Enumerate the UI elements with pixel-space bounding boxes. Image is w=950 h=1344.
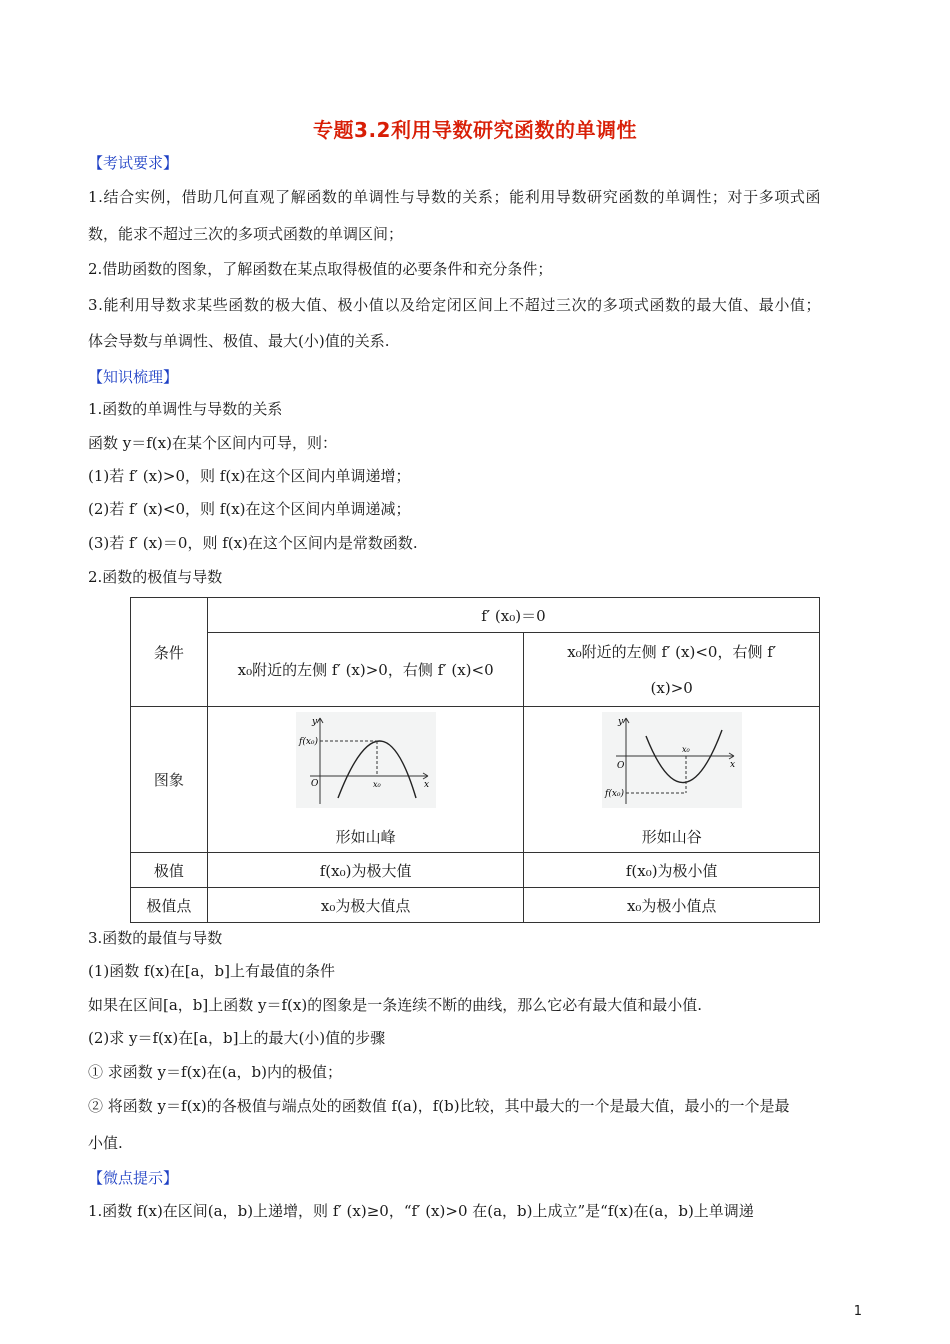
- text-line: (1)函数 f(x)在[a，b]上有最值的条件: [88, 962, 335, 980]
- row-label-graph: 图象: [131, 707, 208, 853]
- point-min: x₀为极小值点: [524, 888, 820, 923]
- label-o: O: [310, 779, 318, 789]
- graph-peak-cell: [207, 707, 524, 853]
- text-line: 2.函数的极值与导数: [88, 568, 223, 586]
- label-o: O: [616, 761, 625, 771]
- extreme-max: f(x₀)为极大值: [207, 853, 524, 888]
- text-line: ① 求函数 y＝f(x)在(a，b)内的极值；: [88, 1063, 342, 1081]
- caption-peak: 形如山峰: [335, 828, 396, 846]
- condition-min-line1: x₀附近的左侧 f′ (x)<0，右侧 f′: [567, 642, 777, 661]
- condition-max: x₀附近的左侧 f′ (x)>0，右侧 f′ (x)<0: [207, 633, 524, 707]
- text-line: 3.函数的最值与导数: [88, 929, 223, 947]
- text-line: (2)若 f′ (x)<0，则 f(x)在这个区间内单调递减；: [88, 500, 411, 518]
- row-label-point: 极值点: [131, 888, 208, 923]
- graph-peak: [296, 712, 436, 808]
- label-x0: x₀: [372, 780, 381, 789]
- row-label-extreme: 极值: [131, 853, 208, 888]
- text-line: 1.结合实例，借助几何直观了解函数的单调性与导数的关系；能利用导数研究函数的单调性；对于多项式函: [88, 188, 822, 206]
- condition-min-line2: (x)>0: [650, 678, 693, 697]
- graph-valley: [602, 712, 742, 808]
- text-line: 数，能求不超过三次的多项式函数的单调区间；: [88, 225, 404, 243]
- text-line: 如果在区间[a，b]上函数 y＝f(x)的图象是一条连续不断的曲线，那么它必有最大值和最小值.: [88, 996, 702, 1014]
- text-line: (2)求 y＝f(x)在[a，b]上的最大(小)值的步骤: [88, 1029, 386, 1047]
- text-line: 函数 y＝f(x)在某个区间内可导，则：: [88, 434, 337, 452]
- valley-curve-svg: [602, 712, 742, 808]
- label-fx0: f(x₀): [298, 737, 318, 747]
- section-header-knowledge: 【知识梳理】: [88, 368, 179, 386]
- extreme-min: f(x₀)为极小值: [524, 853, 820, 888]
- page-number: 1: [853, 1304, 862, 1319]
- text-line: 1.函数 f(x)在区间(a，b)上递增，则 f′ (x)≥0，“f′ (x)>0 在(a，b)上成立”是“f(x)在(a，b)上单调递: [88, 1202, 754, 1220]
- label-x0: x₀: [681, 745, 690, 754]
- point-max: x₀为极大值点: [207, 888, 524, 923]
- page-title: 专题3.2利用导数研究函数的单调性: [313, 118, 637, 142]
- condition-min: [524, 633, 820, 707]
- text-line: 小值.: [88, 1134, 123, 1152]
- row-label-condition: 条件: [131, 598, 208, 707]
- section-header-exam-requirements: 【考试要求】: [88, 154, 179, 172]
- text-line: (3)若 f′ (x)＝0，则 f(x)在这个区间内是常数函数.: [88, 534, 418, 552]
- label-y: y: [617, 717, 623, 727]
- section-header-tips: 【微点提示】: [88, 1169, 179, 1187]
- label-fx0: f(x₀): [604, 789, 624, 799]
- label-x: x: [729, 760, 735, 770]
- condition-common: f′ (x₀)＝0: [207, 598, 819, 633]
- caption-valley: 形如山谷: [641, 828, 702, 846]
- text-line: (1)若 f′ (x)>0，则 f(x)在这个区间内单调递增；: [88, 467, 411, 485]
- text-line: 2.借助函数的图象，了解函数在某点取得极值的必要条件和充分条件；: [88, 260, 553, 278]
- text-line: 1.函数的单调性与导数的关系: [88, 400, 283, 418]
- peak-curve: [338, 741, 416, 798]
- extremum-table: [130, 597, 820, 923]
- text-line: ② 将函数 y＝f(x)的各极值与端点处的函数值 f(a)，f(b)比较，其中最大的一个是最大值，最小的一个是最: [88, 1097, 790, 1115]
- peak-curve-svg: [296, 712, 436, 808]
- text-line: 3.能利用导数求某些函数的极大值、极小值以及给定闭区间上不超过三次的多项式函数的最大值、最小值；: [88, 296, 822, 314]
- label-y: y: [311, 717, 317, 727]
- graph-valley-cell: [524, 707, 820, 853]
- text-line: 体会导数与单调性、极值、最大(小)值的关系.: [88, 332, 390, 350]
- label-x: x: [423, 780, 429, 790]
